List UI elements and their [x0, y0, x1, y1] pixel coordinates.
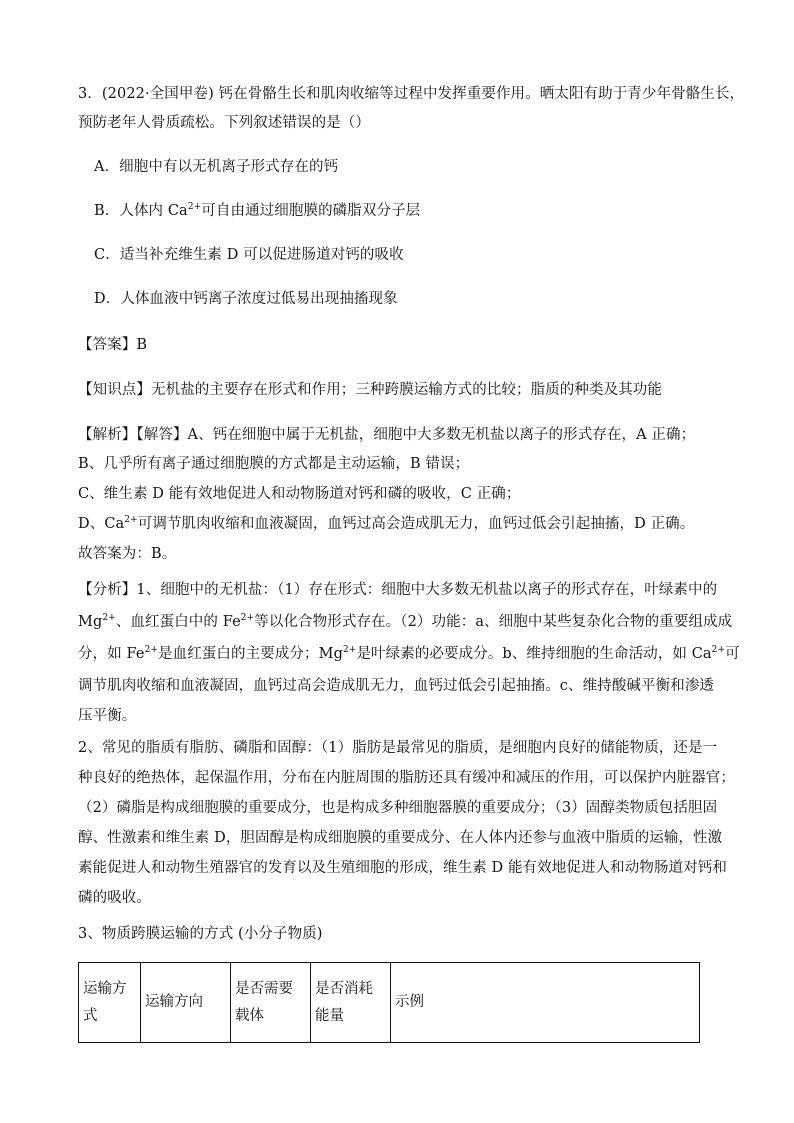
fenxi-line-5: 压平衡。 [78, 708, 137, 724]
analysis-line-4 [78, 514, 694, 534]
analysis-line-4-pre: D、Ca [78, 516, 125, 532]
option-b [94, 201, 420, 221]
option-b-text-post: 可自由通过细胞膜的磷脂双分子层 [201, 203, 421, 219]
fenxi-l3-sup-2: 2+ [342, 645, 357, 655]
question-stem-line-1: 3．(2022·全国甲卷) 钙在骨骼生长和肌肉收缩等过程中发挥重要作用。晒太阳有助于青少年骨骼生长， [78, 86, 745, 102]
fenxi-l2-b: 、血红蛋白中的 Fe [115, 614, 241, 630]
fenxi-l3-a: 分，如 Fe [78, 646, 145, 662]
fenxi-line-1: 【分析】1、细胞中的无机盐：（1）存在形式：细胞中大多数无机盐以离子的形式存在，叶绿素中的 [78, 582, 718, 598]
table-header-cell: 是否消耗能量 [311, 963, 391, 1043]
option-d: D．人体血液中钙离子浓度过低易出现抽搐现象 [94, 291, 398, 307]
analysis-line-4-superscript: 2+ [124, 515, 138, 525]
lipid-line-1: 2、常见的脂质有脂肪、磷脂和固醇：（1）脂肪是最常见的脂质，是细胞内良好的储能物质，还是一 [78, 740, 718, 756]
table-header-cell: 示例 [391, 963, 700, 1043]
lipid-line-5: 素能促进人和动物生殖器官的发育以及生殖细胞的形成，维生素 D 能有效地促进人和动物肠道对钙和 [78, 860, 727, 876]
lipid-line-6: 磷的吸收。 [78, 890, 151, 906]
fenxi-l3-sup-1: 2+ [144, 645, 159, 655]
fenxi-l2-c: 等以化合物形式存在。（2）功能：a、细胞中某些复杂化合物的重要组成成 [254, 614, 733, 630]
fenxi-line-3 [78, 644, 740, 664]
fenxi-l2-sup-2: 2+ [240, 613, 255, 623]
table-header-cell: 运输方向 [141, 963, 231, 1043]
option-b-superscript: 2+ [187, 202, 202, 212]
fenxi-l3-sup-3: 2+ [711, 645, 726, 655]
option-c: C．适当补充维生素 D 可以促进肠道对钙的吸收 [94, 247, 404, 263]
fenxi-l2-sup-1: 2+ [102, 613, 116, 623]
fenxi-l2-a: Mg [78, 614, 103, 630]
fenxi-line-4: 调节肌肉收缩和血液凝固，血钙过高会造成肌无力，血钙过低会引起抽搐。c、维持酸碱平衡和渗透 [78, 678, 715, 694]
lipid-line-2: 种良好的绝热体，起保温作用，分布在内脏周围的脂肪还具有缓冲和减压的作用，可以保护内脏器官； [78, 770, 735, 786]
question-stem-line-2: 预防老年人骨质疏松。下列叙述错误的是（） [78, 115, 370, 131]
table-header-cell: 是否需要载体 [231, 963, 311, 1043]
option-b-text-pre: B．人体内 Ca [94, 203, 188, 219]
knowledge-point-line: 【知识点】无机盐的主要存在形式和作用；三种跨膜运输方式的比较；脂质的种类及其功能 [78, 382, 662, 398]
analysis-line-2: B、几乎所有离子通过细胞膜的方式都是主动运输，B 错误； [78, 456, 470, 472]
fenxi-l3-d: 可 [725, 646, 740, 662]
answer-line: 【答案】B [78, 337, 148, 353]
analysis-line-1: 【解析】【解答】A、钙在细胞中属于无机盐，细胞中大多数无机盐以离子的形式存在，A 正确； [78, 427, 696, 443]
fenxi-l3-c: 是叶绿素的必要成分。b、维持细胞的生命活动，如 Ca [356, 646, 712, 662]
table-header-cell: 运输方式 [79, 963, 141, 1043]
analysis-line-5: 故答案为：B。 [78, 546, 177, 562]
fenxi-l3-b: 是血红蛋白的主要成分；Mg [158, 646, 343, 662]
analysis-line-4-post: 可调节肌肉收缩和血液凝固，血钙过高会造成肌无力，血钙过低会引起抽搐，D 正确。 [137, 516, 695, 532]
table-header-row [79, 963, 700, 1043]
lipid-line-4: 醇、性激素和维生素 D，胆固醇是构成细胞膜的重要成分、在人体内还参与血液中脂质的运输，性激 [78, 830, 723, 846]
analysis-line-3: C、维生素 D 能有效地促进人和动物肠道对钙和磷的吸收，C 正确； [78, 486, 521, 502]
option-a: A．细胞中有以无机离子形式存在的钙 [94, 159, 339, 175]
fenxi-line-2 [78, 612, 732, 632]
lipid-line-3: （2）磷脂是构成细胞膜的重要成分，也是构成多种细胞器膜的重要成分；（3）固醇类物质包括胆固 [78, 800, 718, 816]
transport-table [78, 962, 700, 1043]
transport-section-title: 3、物质跨膜运输的方式 (小分子物质) [78, 926, 323, 942]
